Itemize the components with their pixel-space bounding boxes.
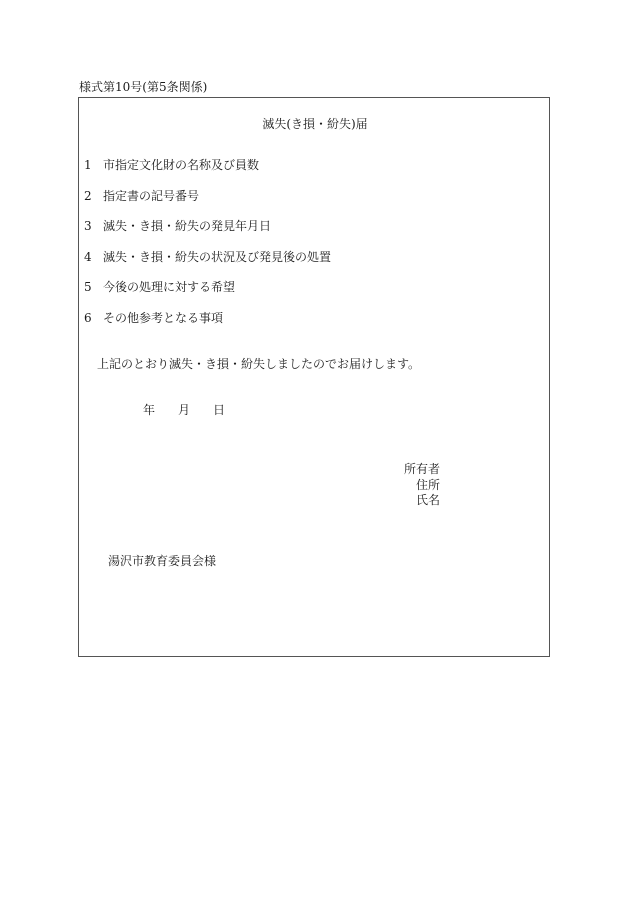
owner-address-label: 住所 [415, 478, 440, 492]
item-4 [84, 249, 331, 265]
item-text: 指定書の記号番号 [103, 189, 200, 203]
item-5 [84, 279, 235, 295]
item-text: 市指定文化財の名称及び員数 [103, 158, 260, 172]
item-number: 5 [84, 280, 92, 294]
document-title: 滅失(き損・紛失)届 [262, 117, 368, 131]
item-text: その他参考となる事項 [103, 311, 224, 325]
addressee: 湯沢市教育委員会様 [108, 554, 217, 568]
item-text: 今後の処理に対する希望 [103, 280, 236, 294]
item-number: 2 [84, 189, 92, 203]
date-month-label: 月 [178, 403, 191, 417]
date-day-label: 日 [213, 403, 226, 417]
declaration-statement: 上記のとおり滅失・き損・紛失しましたのでお届けします。 [97, 357, 421, 371]
item-text: 滅失・き損・紛失の発見年月日 [103, 219, 272, 233]
item-number: 4 [84, 250, 92, 264]
item-number: 1 [84, 158, 92, 172]
item-2 [84, 188, 199, 204]
item-number: 3 [84, 219, 92, 233]
item-3 [84, 218, 271, 234]
item-number: 6 [84, 311, 92, 325]
item-1 [84, 157, 259, 173]
date-year-label: 年 [143, 403, 156, 417]
owner-name-label: 氏名 [415, 493, 440, 507]
item-6 [84, 310, 223, 326]
owner-label: 所有者 [403, 462, 440, 476]
form-number-label: 様式第10号(第5条関係) [79, 80, 208, 94]
form-frame [78, 97, 550, 657]
item-text: 滅失・き損・紛失の状況及び発見後の処置 [103, 250, 332, 264]
